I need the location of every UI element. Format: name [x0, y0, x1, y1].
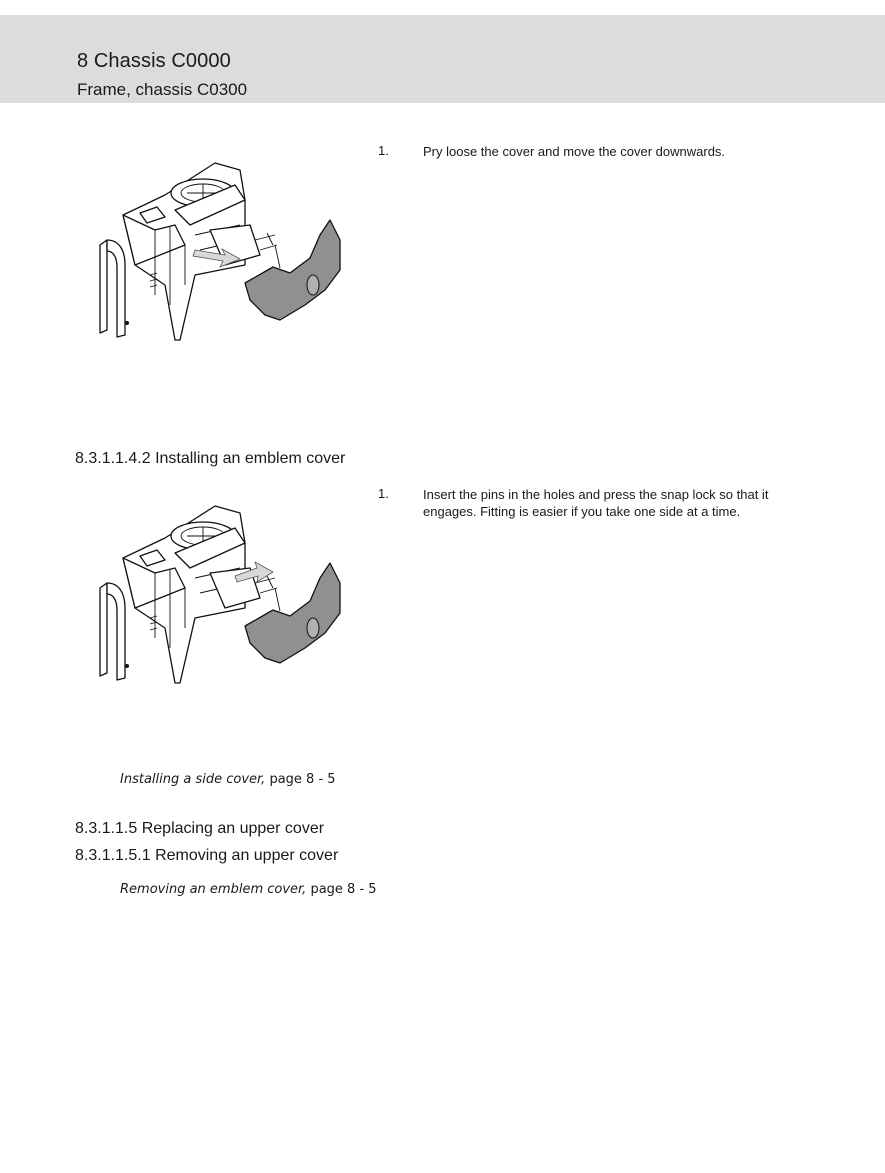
- step-number: 1.: [378, 486, 389, 501]
- illustration-install-emblem-cover: [95, 498, 355, 698]
- cross-reference-link[interactable]: [120, 772, 336, 787]
- step-number: 1.: [378, 143, 389, 158]
- cross-reference-link[interactable]: [120, 882, 377, 897]
- chapter-title: 8 Chassis C0000: [77, 50, 231, 72]
- chapter-subtitle: Frame, chassis C0300: [77, 80, 248, 99]
- cross-reference-title: Removing an emblem cover,: [120, 882, 307, 897]
- cross-reference-page: page 8 - 5: [265, 772, 336, 787]
- illustration-install-emblem-cover-drawing: [95, 498, 355, 693]
- section-heading-install-emblem-cover: 8.3.1.1.4.2 Installing an emblem cover: [75, 450, 346, 467]
- step-text: Pry loose the cover and move the cover downwards.: [423, 144, 726, 159]
- section-heading-remove-upper-cover: 8.3.1.1.5.1 Removing an upper cover: [75, 847, 339, 864]
- page-header: [0, 15, 885, 103]
- illustration-remove-emblem-cover-drawing: [95, 155, 355, 350]
- step-text: Insert the pins in the holes and press the snap lock so that it engages. Fitting is easier if you take one side at a time.: [423, 487, 769, 519]
- section-heading-replace-upper-cover: 8.3.1.1.5 Replacing an upper cover: [75, 820, 325, 837]
- cross-reference-page: page 8 - 5: [306, 882, 377, 897]
- cross-reference-title: Installing a side cover,: [120, 772, 266, 787]
- illustration-remove-emblem-cover: [95, 155, 355, 355]
